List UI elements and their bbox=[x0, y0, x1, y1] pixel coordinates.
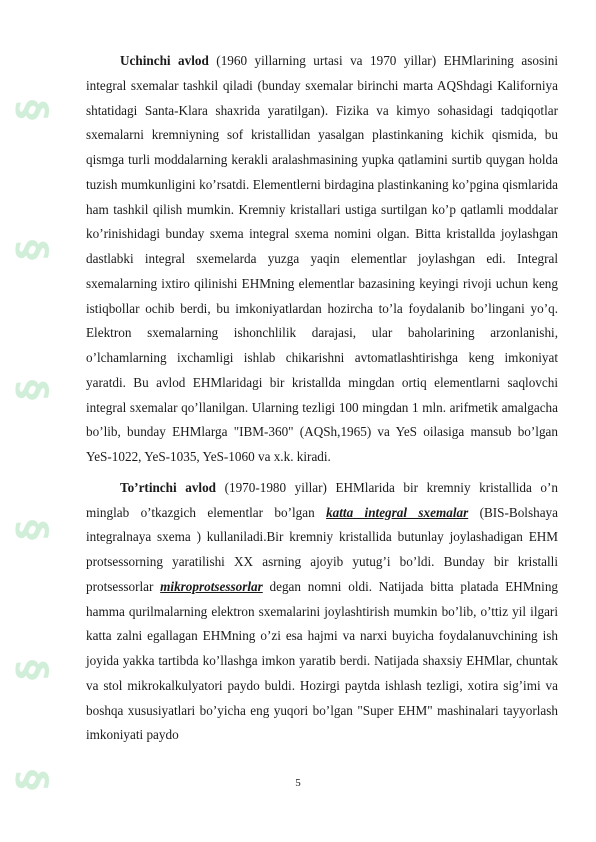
emphasized-term: mikroprotsessorlar bbox=[160, 578, 263, 594]
emphasized-term: katta integral sxemalar bbox=[326, 504, 469, 520]
paragraph-text: degan nomni oldi. Natijada bitta platada EHMning hamma qurilmalarning elektron sxemalarini joylashtirish mumkin bo’lib, o’ttiz yil ilgari katta zalni egallagan EHMning o’zi esa hajmi va narxi buyicha foydalanuvchining ish joyida yakka tartibda ko’llashga imkon yaratib berdi. Natijada shaxsiy EHMlar, chuntak va stol mikrokalkulyatori paydo buldi. Hozirgi paytda ishlash tezligi, xotira sig’imi va boshqa xususiyatlari bo’yicha eng yuqori bo’lgan "Super EHM" mashinalari tayyorlash imkoniyati paydo bbox=[86, 578, 559, 743]
paragraph-text: (1970-1980 yillar) EHMlarida bir kremniy kristallida o’n minglab o’tkazgich elementlar bo’lgan bbox=[86, 479, 558, 520]
paragraph-text: (BIS-Bolshaya integralnaya sxema ) kullaniladi.Bir kremniy kristallida butunlay joylashadigan EHM protsessorning yaratilishi XX asrning ajoyib yutug’i bo’ldi. Bunday bir kristalli protsessorlar bbox=[86, 504, 558, 594]
watermark-logo-icon: § bbox=[9, 100, 55, 120]
paragraph-lead-term: To’rtinchi avlod bbox=[120, 479, 217, 495]
watermark-logo-icon: § bbox=[9, 520, 55, 540]
watermark-logo-icon: § bbox=[9, 770, 55, 790]
paragraph-text: (1960 yillarning urtasi va 1970 yillar) EHMlarining asosini integral sxemalar tashkil qiladi (bunday sxemalar birinchi marta AQShdagi Kaliforniya shtatidagi Santa-Klara shaxrida yaratilgan). Fizika va kimyo sohasidagi tadqiqotlar sxemalarni kremniyning sof kristallidan yasalgan plastinkaning kichik qismida, bu qismga turli moddalarning kerakli aralashmasining yupka qatlamini surtib quygan holda tuzish mumkunligini ko’rsatdi. Elementlerni birdagina plastinkaning ko’pgina qismlarida ham tashkil qilish mumkin. Kremniy kristallari ustiga surtilgan ko’p qatlamli moddalar ko’rinishidagi bunday sxema integral sxema nomini olgan. Bitta kristallda joylashgan dastlabki integral sxemelarda yuzga yaqin elementlar joylashgan edi. Integral sxemalarning ixtiro qilinishi EHMning elementlar bazasining keyingi rivoji uchun keng istiqbollar ochib berdi, bu imkoniyatlardan hozircha to’la foydalanib bo’lingani yo’q. Elektron sxemalarning ishonchlilik darajasi, ular baholarining arzonlanishi, o’lchamlarning ixchamligi ishlab chikarishni avtomatlashtirishga keng imkoniyat yaratdi. Bu avlod EHMlaridagi bir kristallda mingdan ortiq elementlarni saqlovchi integral sxemalar qo’llanilgan. Ularning tezligi 100 mingdan 1 mln. arifmetik amalgacha bo’lib, bunday EHMlarga "IBM-360" (AQSh,1965) va YeS oilasiga mansub bo’lgan YeS-1022, YeS-1035, YeS-1060 va x.k. kiradi. bbox=[86, 53, 559, 464]
watermark-logo-icon: § bbox=[9, 240, 55, 260]
page-number: 5 bbox=[295, 777, 301, 789]
paragraph-fourth-generation bbox=[86, 476, 558, 748]
watermark-logo-icon: § bbox=[9, 660, 55, 680]
watermark-logo-icon: § bbox=[9, 380, 55, 400]
paragraph-third-generation bbox=[86, 49, 558, 470]
watermark bbox=[4, 0, 64, 842]
paragraph-lead-term: Uchinchi avlod bbox=[120, 53, 209, 68]
page-body bbox=[86, 49, 558, 754]
